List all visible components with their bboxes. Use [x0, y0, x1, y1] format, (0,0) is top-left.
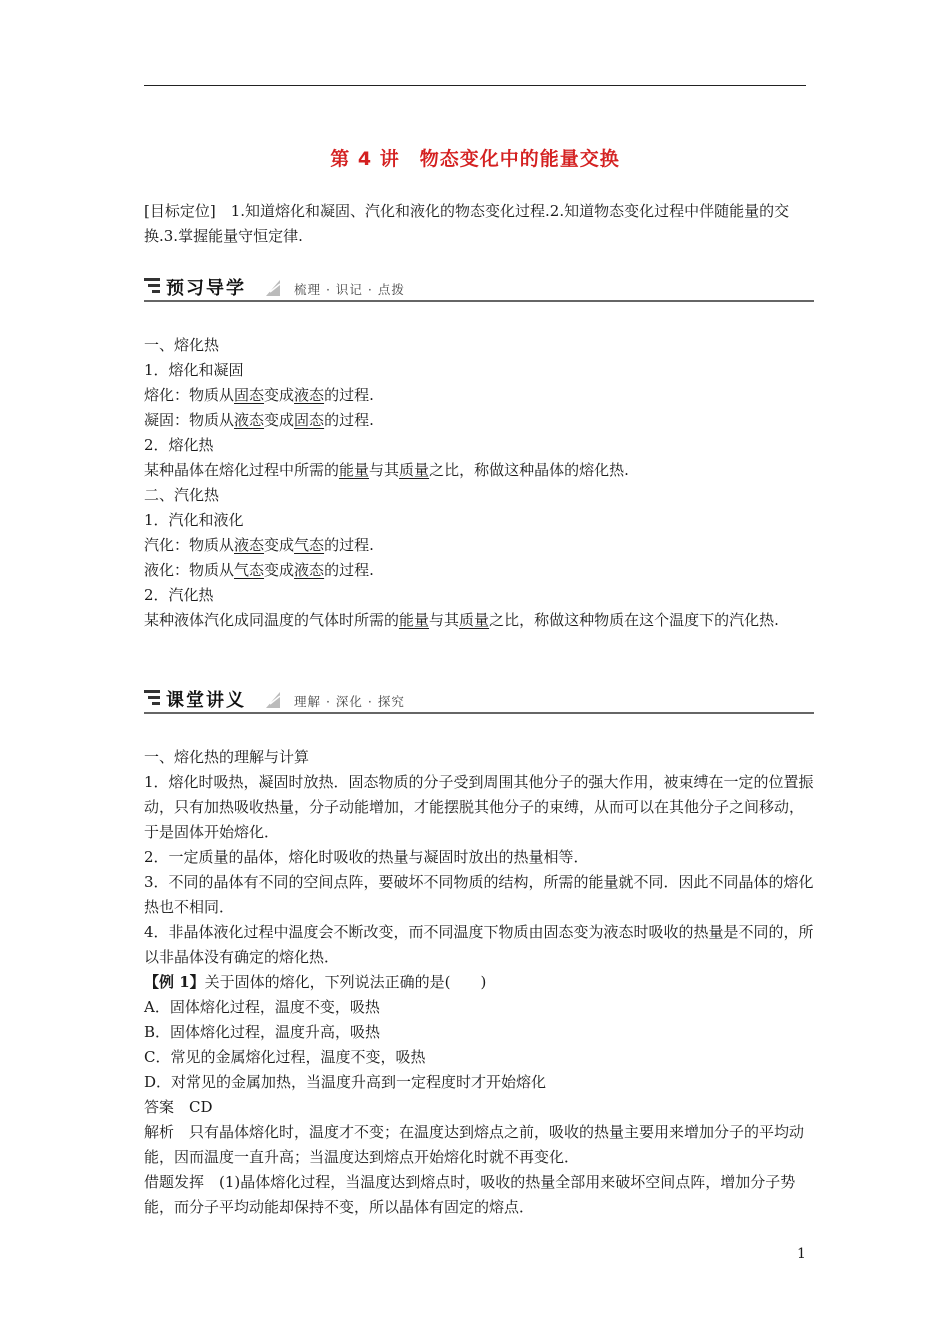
liquefy-definition: 液化：物质从气态变成液态的过程.	[144, 561, 374, 579]
option-d: D．对常见的金属加热，当温度升高到一定程度时才开始熔化	[144, 1073, 547, 1091]
heading: 一、熔化热的理解与计算	[144, 748, 310, 766]
heading: 二、汽化热	[144, 486, 220, 504]
example-question: 【例 1】关于固体的熔化，下列说法正确的是( )	[144, 973, 487, 991]
vaporization-heat-definition: 某种液体汽化成同温度的气体时所需的能量与其质量之比，称做这种物质在这个温度下的汽化热.	[144, 611, 779, 629]
paragraph: 2．一定质量的晶体，熔化时吸收的热量与凝固时放出的热量相等．	[144, 848, 589, 866]
lecture-content	[144, 745, 814, 1220]
insight: 借题发挥 (1)晶体熔化过程，当温度达到熔点时，吸收的热量全部用来破坏空间点阵，增加分子势能，而分子平均动能却保持不变，所以晶体有固定的熔点．	[144, 1173, 796, 1216]
section-header-lecture	[144, 686, 814, 714]
option-a: A．固体熔化过程，温度不变，吸热	[144, 998, 380, 1016]
page-number: 1	[797, 1246, 806, 1262]
stripes-icon	[144, 276, 160, 298]
section-rule	[144, 712, 814, 714]
fusion-heat-definition: 某种晶体在熔化过程中所需的能量与其质量之比，称做这种晶体的熔化热.	[144, 461, 629, 479]
corner-stripes-icon	[266, 280, 280, 296]
vaporize-definition: 汽化：物质从液态变成气态的过程.	[144, 536, 374, 554]
freeze-definition: 凝固：物质从液态变成固态的过程.	[144, 411, 374, 429]
melt-definition: 熔化：物质从固态变成液态的过程.	[144, 386, 374, 404]
section-title: 预习导学	[166, 278, 246, 299]
stripes-icon	[144, 688, 160, 710]
paragraph: 3．不同的晶体有不同的空间点阵，要破坏不同物质的结构，所需的能量就不同．因此不同晶体的熔化热也不相同．	[144, 873, 814, 916]
section-rule	[144, 300, 814, 302]
paragraph: 4．非晶体液化过程中温度会不断改变，而不同温度下物质由固态变为液态时吸收的热量是不同的，所以非晶体没有确定的熔化热．	[144, 923, 814, 966]
answer: 答案 CD	[144, 1098, 213, 1116]
section-subtitle: 理解 · 深化 · 探究	[294, 694, 405, 709]
option-c: C．常见的金属熔化过程，温度不变，吸热	[144, 1048, 426, 1066]
analysis: 解析 只有晶体熔化时，温度才不变；在温度达到熔点之前，吸收的热量主要用来增加分子的平均动能，因而温度一直升高；当温度达到熔点开始熔化时就不再变化．	[144, 1123, 805, 1166]
option-b: B．固体熔化过程，温度升高，吸热	[144, 1023, 381, 1041]
header-rule	[144, 85, 806, 86]
preview-content	[144, 333, 814, 633]
subheading: 1．汽化和液化	[144, 511, 244, 529]
paragraph: 1．熔化时吸热，凝固时放热．固态物质的分子受到周围其他分子的强大作用，被束缚在一定的位置振动，只有加热吸收热量，分子动能增加，才能摆脱其他分子的束缚，从而可以在其他分子之间移动，于是固体开始熔化．	[144, 773, 814, 841]
corner-stripes-icon	[266, 692, 280, 708]
section-subtitle: 梳理 · 识记 · 点拨	[294, 282, 405, 297]
subheading: 1．熔化和凝固	[144, 361, 244, 379]
section-title: 课堂讲义	[166, 690, 246, 711]
subheading: 2．汽化热	[144, 586, 214, 604]
subheading: 2．熔化热	[144, 436, 214, 454]
heading: 一、熔化热	[144, 336, 220, 354]
page-title: 第 4 讲 物态变化中的能量交换	[330, 148, 620, 170]
example-tag: 【例 1】	[144, 973, 205, 991]
learning-objectives: [目标定位] 1.知道熔化和凝固、汽化和液化的物态变化过程.2.知道物态变化过程中伴随能量的交换.3.掌握能量守恒定律.	[144, 202, 790, 245]
section-header-preview	[144, 274, 814, 302]
